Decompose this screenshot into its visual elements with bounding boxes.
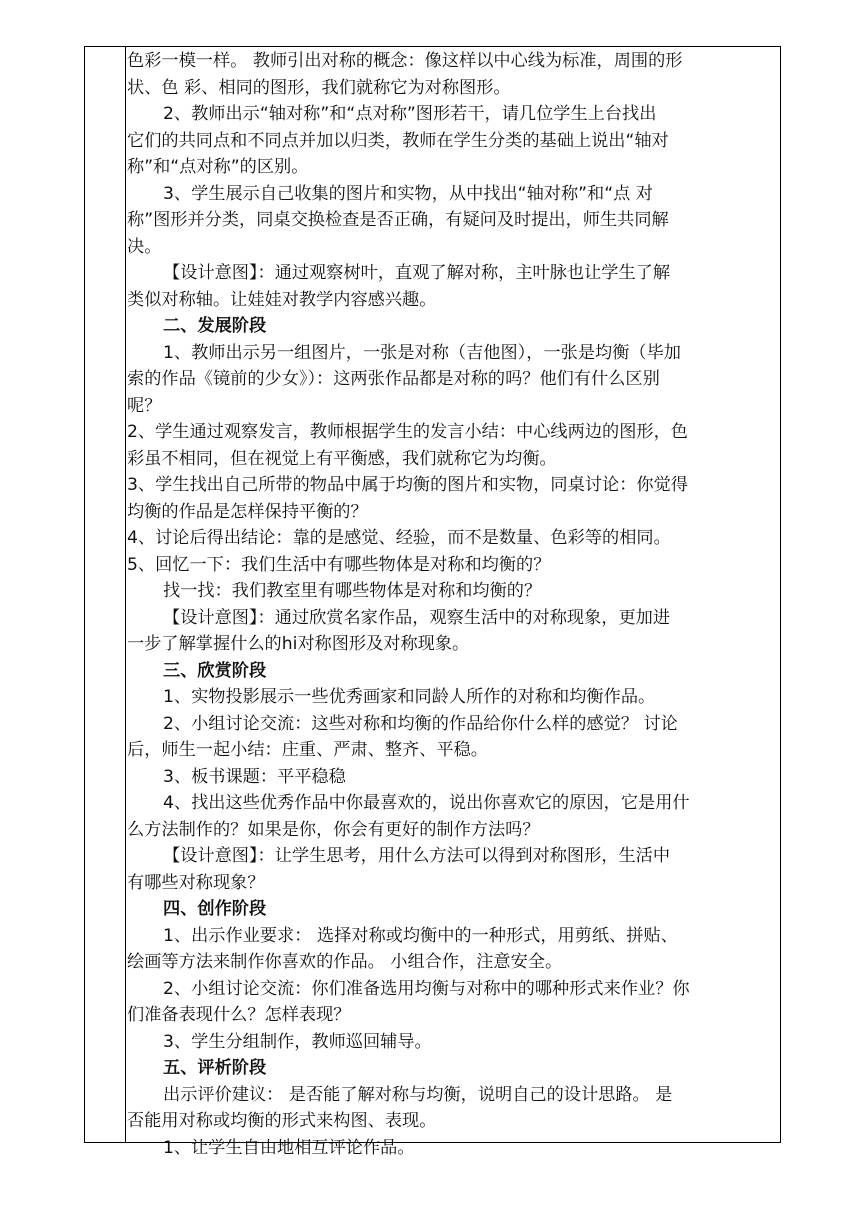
text-line: 状、色 彩、相同的图形，我们就称它为对称图形。: [127, 77, 511, 98]
text-line: 【设计意图】：通过欣赏名家作品，观察生活中的对称现象，更加进: [163, 607, 671, 628]
text-line: 称”图形并分类，同桌交换检查是否正确，有疑问及时提出，师生共同解: [127, 210, 669, 230]
text-line: 【设计意图】：让学生思考，用什么方法可以得到对称图形，生活中: [163, 846, 671, 866]
text-line: 类似对称轴。让娃娃对教学内容感兴趣。: [127, 289, 437, 310]
text-line: 决。: [127, 236, 162, 257]
text-line: 3、学生找出自己所带的物品中属于均衡的图片和实物，同桌讨论：你觉得: [127, 475, 688, 495]
text-line: 索的作品《镜前的少女》）：这两张作品都是对称的吗？他们有什么区别: [127, 369, 660, 389]
section-heading: 二、发展阶段: [163, 316, 267, 336]
text-line: 1、出示作业要求： 选择对称或均衡中的一种形式，用剪纸、拼贴、: [163, 925, 678, 946]
text-line: 2、小组讨论交流：你们准备选用均衡与对称中的哪种形式来作业？你: [163, 978, 690, 999]
text-line: 否能用对称或均衡的形式来构图、表现。: [127, 1111, 437, 1131]
text-line: 4、讨论后得出结论：靠的是感觉、经验，而不是数量、色彩等的相同。: [127, 528, 671, 548]
text-line: 彩虽不相同，但在视觉上有平衡感，我们就称它为均衡。: [127, 448, 557, 469]
text-line: 1、让学生自由地相互评论作品。: [163, 1137, 415, 1158]
section-heading: 五、评析阶段: [163, 1058, 267, 1078]
text-line: 4、找出这些优秀作品中你最喜欢的，说出你喜欢它的原因，它是用什: [163, 793, 690, 813]
text-line: 均衡的作品是怎样保持平衡的？: [127, 501, 368, 522]
text-line: 称”和“点对称”的区别。: [127, 157, 309, 177]
text-line: 2、教师出示“轴对称”和“点对称”图形若干，请几位学生上台找出: [163, 104, 657, 124]
text-line: 后，师生一起小结：庄重、严肃、整齐、平稳。: [127, 740, 488, 760]
text-line: 【设计意图】：通过观察树叶，直观了解对称，主叶脉也让学生了解: [163, 263, 671, 283]
text-line: 2、学生通过观察发言，教师根据学生的发言小结：中心线两边的图形，色: [127, 422, 688, 442]
text-line: 有哪些对称现象？: [127, 872, 265, 893]
lesson-content-cell: [127, 48, 778, 1161]
text-line: 呢？: [127, 395, 162, 416]
text-line: 么方法制作的？如果是你，你会有更好的制作方法吗？: [127, 819, 540, 840]
text-line: 出示评价建议： 是否能了解对称与均衡，说明自己的设计思路。 是: [163, 1084, 673, 1105]
text-line: 2、小组讨论交流：这些对称和均衡的作品给你什么样的感觉？ 讨论: [163, 713, 678, 734]
section-heading: 四、创作阶段: [163, 899, 267, 919]
text-line: 色彩一模一样。 教师引出对称的概念：像这样以中心线为标准，周围的形: [127, 51, 683, 71]
text-line: 3、学生分组制作，教师巡回辅导。: [163, 1031, 432, 1052]
text-line: 一步了解掌握什么的hi对称图形及对称现象。: [127, 634, 470, 654]
text-line: 3、板书课题：平平稳稳: [163, 766, 346, 787]
text-line: 绘画等方法来制作你喜欢的作品。 小组合作，注意安全。: [127, 952, 563, 972]
text-line: 1、教师出示另一组图片，一张是对称（吉他图），一张是均衡（毕加: [163, 342, 681, 363]
text-line: 找一找：我们教室里有哪些物体是对称和均衡的？: [163, 581, 542, 601]
text-line: 1、实物投影展示一些优秀画家和同龄人所作的对称和均衡作品。: [163, 687, 656, 707]
text-line: 5、回忆一下：我们生活中有哪些物体是对称和均衡的？: [127, 554, 551, 575]
table-left-column: [85, 47, 126, 1142]
text-line: 们准备表现什么？怎样表现？: [127, 1005, 351, 1025]
lesson-plan-table: [84, 46, 781, 1158]
text-line: 3、学生展示自己收集的图片和实物，从中找出“轴对称”和“点 对: [163, 183, 653, 204]
section-heading: 三、欣赏阶段: [163, 660, 267, 681]
text-line: 它们的共同点和不同点并加以归类，教师在学生分类的基础上说出“轴对: [127, 130, 669, 151]
